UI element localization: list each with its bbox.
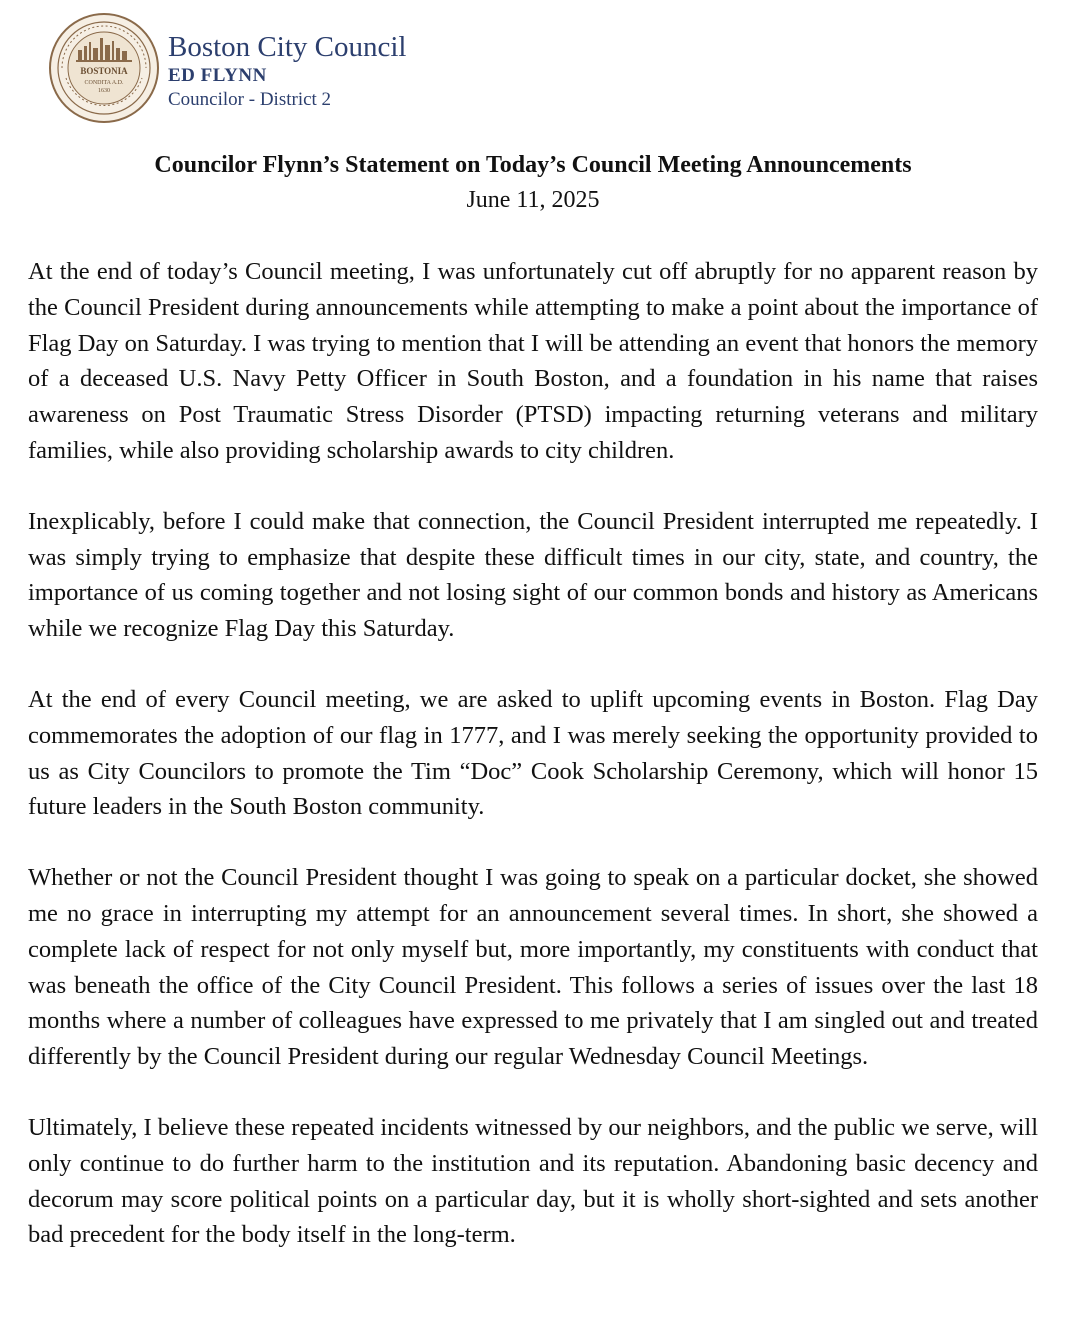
paragraph-4: Whether or not the Council President thought I was going to speak on a particular docket, she showed me no grace in interrupting my attempt for an announcement several times. In short, she showed a complete lack of respect for not only myself but, more importantly, my constituents with conduct that was beneath the office of the City Council President. This follows a series of issues over the last 18 months where a number of colleagues have expressed to me privately that I am singled out and treated differently by the Council President during our regular Wednesday Council Meetings.: [28, 864, 1038, 1071]
paragraph-2: Inexplicably, before I could make that connection, the Council President interrupted me repeatedly. I was simply trying to emphasize that despite these difficult times in our city, state, and country, the importance of us coming together and not losing sight of our common bonds and history as Americans while we recognize Flag Day this Saturday.: [28, 507, 1038, 643]
paragraph-3: At the end of every Council meeting, we are asked to uplift upcoming events in Boston. Flag Day commemorates the adoption of our flag in 1777, and I was merely seeking the opportunity provided to us as City Councilors to promote the Tim “Doc” Cook Scholarship Ceremony, which will honor 15 future leaders in the South Boston community.: [28, 685, 1038, 821]
seal-text-year: 1630: [98, 88, 110, 94]
statement-date: June 11, 2025: [466, 187, 600, 213]
paragraph-1: At the end of today’s Council meeting, I was unfortunately cut off abruptly for no apparent reason by the Council President during announcements while attempting to make a point about the importance of Flag Day on Saturday. I was trying to mention that I will be attending an event that honors the memory of a deceased U.S. Navy Petty Officer in South Boston, and a foundation in his name that raises awareness on Post Traumatic Stress Disorder (PTSD) impacting returning veterans and military families, while also providing scholarship awards to city children.: [28, 258, 1038, 464]
statement-header: [28, 148, 1038, 218]
letterhead: [48, 8, 648, 128]
seal-text-main: BOSTONIA: [80, 66, 128, 76]
boston-city-seal-icon: [48, 12, 160, 124]
statement-title: Councilor Flynn’s Statement on Today’s Council Meeting Announcements: [154, 152, 912, 178]
councilor-district: Councilor - District 2: [168, 89, 332, 110]
org-name: Boston City Council: [168, 31, 407, 63]
seal-text-founded: CONDITA A.D.: [84, 80, 124, 86]
paragraph-5: Ultimately, I believe these repeated incidents witnessed by our neighbors, and the public we serve, will only continue to do further harm to the institution and its reputation. Abandoning basic decency and decorum may score political points on a particular day, but it is wholly short-sighted and sets another bad precedent for the body itself in the long-term.: [28, 1113, 1038, 1249]
org-block: [168, 30, 628, 112]
statement-body: [28, 254, 1038, 1288]
councilor-name: ED FLYNN: [168, 65, 267, 86]
